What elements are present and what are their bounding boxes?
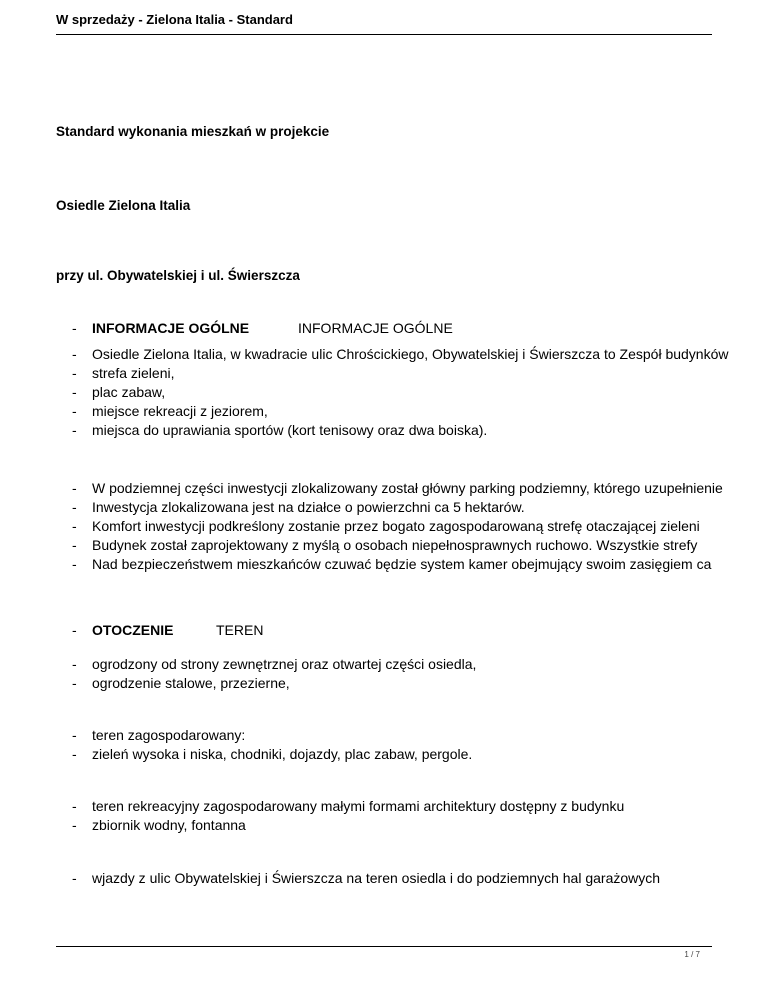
list-item (0, 675, 768, 695)
list-dash: - (72, 746, 77, 762)
section-info-label: INFORMACJE OGÓLNE (92, 320, 250, 336)
heading-address: przy ul. Obywatelskiej i ul. Świerszcza (56, 268, 300, 283)
list-item (0, 480, 768, 500)
list-item-text: teren zagospodarowany: (92, 727, 246, 743)
list-dash: - (72, 320, 77, 336)
list-item-text: teren rekreacyjny zagospodarowany małymi formami architektury dostępny z budynku (92, 798, 625, 814)
section-surroundings-label: OTOCZENIE (92, 622, 174, 638)
list-item (0, 518, 768, 538)
list-dash: - (72, 556, 77, 572)
list-item (0, 422, 768, 442)
list-dash: - (72, 870, 77, 886)
list-item (0, 727, 768, 747)
heading-standard: Standard wykonania mieszkań w projekcie (56, 124, 330, 139)
list-item (0, 365, 768, 385)
list-dash: - (72, 727, 77, 743)
list-item-text: strefa zieleni, (92, 365, 175, 381)
list-item (0, 817, 768, 837)
list-dash: - (72, 817, 77, 833)
list-dash: - (72, 537, 77, 553)
list-item (0, 746, 768, 766)
list-dash: - (72, 656, 77, 672)
list-dash: - (72, 422, 77, 438)
list-item-text: Inwestycja zlokalizowana jest na działce o powierzchni ca 5 hektarów. (92, 499, 525, 515)
list-item-text: Nad bezpieczeństwem mieszkańców czuwać będzie system kamer obejmujący swoim zasięgiem ca (92, 556, 712, 572)
list-item-text: miejsca do uprawiania sportów (kort tenisowy oraz dwa boiska). (92, 422, 488, 438)
list-item-text: miejsce rekreacji z jeziorem, (92, 403, 268, 419)
list-item (0, 556, 768, 576)
list-item-text: ogrodzenie stalowe, przezierne, (92, 675, 290, 691)
list-dash: - (72, 798, 77, 814)
list-dash: - (72, 384, 77, 400)
list-item-text: W podziemnej części inwestycji zlokalizowany został główny parking podziemny, którego uzupełnienie (92, 480, 723, 496)
list-dash: - (72, 675, 77, 691)
list-item-text: Osiedle Zielona Italia, w kwadracie ulic Chrościckiego, Obywatelskiej i Świerszcza to Zespół budynków (92, 346, 729, 362)
section-surroundings-value: TEREN (216, 622, 264, 638)
list-item (0, 403, 768, 423)
list-item-text: Budynek został zaprojektowany z myślą o osobach niepełnosprawnych ruchowo. Wszystkie strefy (92, 537, 698, 553)
list-item-text: plac zabaw, (92, 384, 166, 400)
page-number: 1 / 7 (684, 950, 700, 959)
list-dash: - (72, 365, 77, 381)
list-item (0, 870, 768, 890)
list-dash: - (72, 480, 77, 496)
list-item-text: ogrodzony od strony zewnętrznej oraz otwartej części osiedla, (92, 656, 477, 672)
list-item (0, 384, 768, 404)
section-info-heading (0, 320, 768, 340)
section-surroundings-heading (0, 622, 768, 642)
footer-divider (56, 946, 712, 947)
list-item (0, 346, 768, 366)
list-item (0, 798, 768, 818)
list-item (0, 537, 768, 557)
list-dash: - (72, 499, 77, 515)
header-divider (56, 34, 712, 35)
list-item-text: zieleń wysoka i niska, chodniki, dojazdy, plac zabaw, pergole. (92, 746, 473, 762)
list-item-text: wjazdy z ulic Obywatelskiej i Świerszcza na teren osiedla i do podziemnych hal garażowych (92, 870, 661, 886)
section-info-value: INFORMACJE OGÓLNE (298, 320, 453, 336)
list-dash: - (72, 518, 77, 534)
list-dash: - (72, 346, 77, 362)
list-dash: - (72, 622, 77, 638)
list-item-text: Komfort inwestycji podkreślony zostanie przez bogato zagospodarowaną strefę otaczającej zieleni (92, 518, 700, 534)
list-item (0, 499, 768, 519)
page-header-title: W sprzedaży - Zielona Italia - Standard (56, 12, 293, 27)
list-dash: - (72, 403, 77, 419)
list-item (0, 656, 768, 676)
list-item-text: zbiornik wodny, fontanna (92, 817, 246, 833)
heading-estate: Osiedle Zielona Italia (56, 198, 191, 213)
